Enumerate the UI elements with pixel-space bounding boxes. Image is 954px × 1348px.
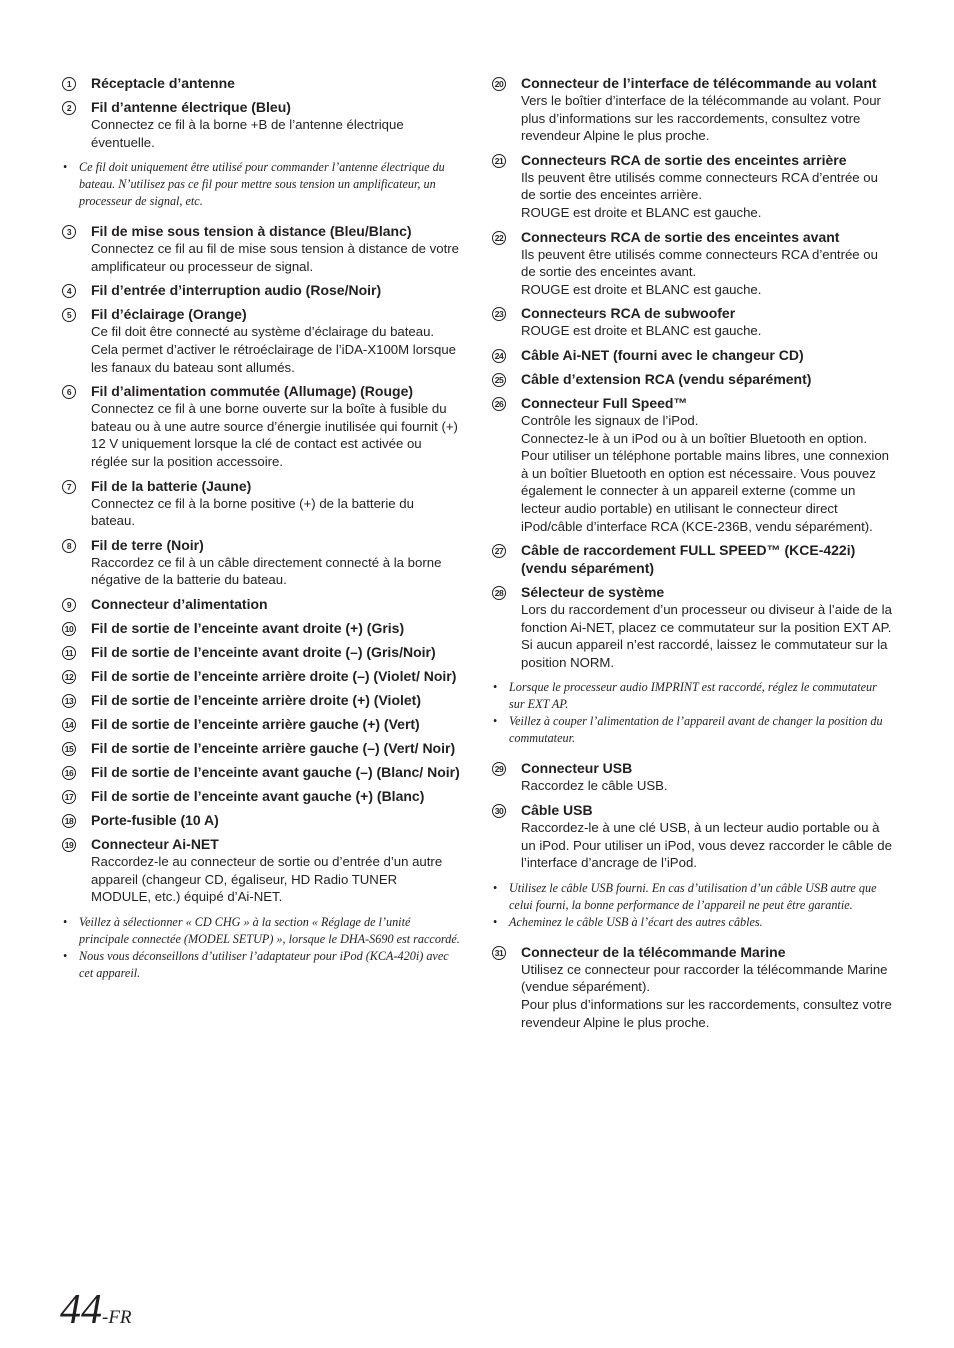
item-description-line: ROUGE est droite et BLANC est gauche.	[521, 204, 762, 220]
item-description	[521, 322, 892, 340]
item-title: Connecteur de la télécommande Marine	[521, 943, 786, 960]
item-title: Fil de sortie de l’enceinte arrière gauche (+) (Vert)	[91, 715, 420, 732]
item-number-badge: 5	[62, 308, 76, 322]
item-title: Connecteur d’alimentation	[91, 595, 268, 612]
item-description	[91, 323, 460, 376]
note-item	[492, 914, 892, 931]
item-number-badge: 29	[492, 762, 506, 776]
item-description	[91, 116, 460, 151]
list-item	[62, 763, 460, 781]
item-description	[91, 554, 460, 589]
item-title: Fil d’antenne électrique (Bleu)	[91, 99, 291, 115]
item-number-badge: 7	[62, 480, 76, 494]
list-item	[62, 281, 460, 299]
list-item	[62, 98, 460, 151]
list-item	[62, 667, 460, 685]
item-number-badge: 20	[492, 77, 506, 91]
left-column	[62, 74, 460, 994]
item-description-line: Connectez ce fil à une borne ouverte sur la boîte à fusible du bateau ou à une autre source d’énergie inutilisée qui fournit (+) 12 V uniquement lorsque la clé de contact est activée ou réglée sur la position accessoire.	[91, 401, 458, 469]
item-title: Connecteurs RCA de subwoofer	[521, 305, 736, 322]
item-description-line: Ils peuvent être utilisés comme connecteurs RCA d’entrée ou de sortie des enceintes arrière.	[521, 169, 878, 203]
item-description-line: Raccordez-le à une clé USB, à un lecteur audio portable ou à un iPod. Pour utiliser un iPod, vous devez raccorder le câble de l’interface d’ancrage de l’iPod.	[521, 820, 892, 871]
list-item	[62, 835, 460, 906]
item-number-badge: 8	[62, 539, 76, 553]
item-description-line: Contrôle les signaux de l’iPod.	[521, 412, 699, 428]
item-number-badge: 1	[62, 77, 76, 91]
item-description-line: Raccordez-le au connecteur de sortie ou d’entrée d’un autre appareil (changeur CD, égaliseur, HD Radio TUNER MODULE, etc.) équipé d’Ai-NET.	[91, 853, 443, 905]
list-item	[492, 801, 892, 872]
item-description	[91, 853, 460, 906]
item-number-badge: 17	[62, 790, 76, 804]
list-item	[492, 394, 892, 535]
bullet-icon: •	[493, 680, 498, 695]
left-items-group-2	[62, 222, 460, 906]
note-text: Veillez à sélectionner « CD CHG » à la section « Réglage de l’unité principale connectée (MODEL SETUP) », lorsque le DHA-S690 est raccordé.	[79, 914, 460, 946]
bullet-icon: •	[493, 714, 498, 729]
list-item	[62, 536, 460, 589]
note-text: Acheminez le câble USB à l’écart des autres câbles.	[509, 914, 763, 929]
item-description	[91, 240, 460, 275]
item-number-badge: 30	[492, 804, 506, 818]
list-item	[62, 74, 460, 92]
list-item	[62, 787, 460, 805]
item-title: Fil de sortie de l’enceinte avant droite (–) (Gris/Noir)	[91, 643, 436, 660]
item-description-line: Connectez ce fil à la borne +B de l’antenne électrique éventuelle.	[91, 117, 404, 150]
list-item	[62, 477, 460, 530]
item-description	[521, 412, 892, 535]
right-column	[492, 74, 892, 1037]
item-title: Connecteurs RCA de sortie des enceintes avant	[521, 228, 840, 245]
item-number-badge: 24	[492, 349, 506, 363]
right-items-group-2	[492, 759, 892, 871]
item-description	[521, 961, 892, 1031]
item-number-badge: 22	[492, 231, 506, 245]
item-title: Connecteur USB	[521, 760, 633, 777]
list-item	[62, 305, 460, 376]
left-notes-group-2	[62, 914, 460, 982]
item-number-badge: 16	[62, 766, 76, 780]
item-title: Connecteur de l’interface de télécommande au volant	[521, 75, 877, 91]
item-description	[521, 246, 892, 299]
item-description	[521, 819, 892, 872]
item-title: Câble de raccordement FULL SPEED™ (KCE-422i) (vendu séparément)	[521, 542, 856, 577]
item-title: Connecteur Full Speed™	[521, 394, 688, 411]
item-title: Fil de sortie de l’enceinte arrière droite (+) (Violet)	[91, 691, 421, 708]
item-title: Connecteurs RCA de sortie des enceintes arrière	[521, 151, 847, 168]
item-description-line: Ils peuvent être utilisés comme connecteurs RCA d’entrée ou de sortie des enceintes avant.	[521, 246, 878, 280]
item-number-badge: 31	[492, 946, 506, 960]
item-number-badge: 9	[62, 598, 76, 612]
item-number-badge: 12	[62, 670, 76, 684]
item-description	[521, 777, 892, 795]
item-title: Connecteur Ai-NET	[91, 835, 219, 852]
bullet-icon: •	[63, 948, 68, 963]
item-title: Fil d’alimentation commutée (Allumage) (Rouge)	[91, 383, 414, 400]
item-description-line: Vers le boîtier d’interface de la télécommande au volant. Pour plus d’informations sur les raccordements, consultez votre revendeur Alpine le plus proche.	[521, 93, 881, 144]
item-number-badge: 19	[62, 838, 76, 852]
list-item	[62, 222, 460, 275]
list-item	[62, 619, 460, 637]
item-number-badge: 11	[62, 646, 76, 660]
item-title: Sélecteur de système	[521, 584, 665, 601]
item-number-badge: 15	[62, 742, 76, 756]
item-number-badge: 3	[62, 225, 76, 239]
item-title: Câble Ai-NET (fourni avec le changeur CD)	[521, 346, 804, 363]
item-description-line: Pour plus d’informations sur les raccordements, consultez votre revendeur Alpine le plus proche.	[521, 997, 892, 1030]
item-number-badge: 4	[62, 284, 76, 298]
item-title: Fil de sortie de l’enceinte avant gauche (–) (Blanc/ Noir)	[91, 763, 460, 780]
list-item	[62, 715, 460, 733]
bullet-icon: •	[63, 160, 68, 175]
item-title: Fil de mise sous tension à distance (Bleu/Blanc)	[91, 223, 412, 240]
item-description-line: Raccordez le câble USB.	[521, 778, 668, 794]
page-number-suffix: -FR	[102, 1307, 132, 1328]
item-number-badge: 27	[492, 544, 506, 558]
item-title: Fil de sortie de l’enceinte arrière gauche (–) (Vert/ Noir)	[91, 739, 456, 756]
note-text: Utilisez le câble USB fourni. En cas d’utilisation d’un câble USB autre que celui fourni, la bonne performance de l’appareil ne peut être garantie.	[509, 880, 877, 912]
item-description-line: Connectez ce fil à la borne positive (+) de la batterie du bateau.	[91, 495, 414, 529]
item-title: Fil d’éclairage (Orange)	[91, 306, 247, 323]
bullet-icon: •	[63, 914, 68, 929]
list-item	[62, 382, 460, 470]
note-item	[62, 159, 460, 210]
item-description-line: ROUGE est droite et BLANC est gauche.	[521, 323, 762, 339]
item-description	[91, 400, 460, 470]
right-items-group-1	[492, 74, 892, 671]
list-item	[62, 691, 460, 709]
item-number-badge: 18	[62, 814, 76, 828]
item-number-badge: 21	[492, 154, 506, 168]
page-number-value: 44	[60, 1287, 102, 1333]
item-title: Fil de la batterie (Jaune)	[91, 477, 252, 494]
item-number-badge: 10	[62, 622, 76, 636]
list-item	[492, 759, 892, 795]
item-number-badge: 26	[492, 397, 506, 411]
note-item	[492, 713, 892, 747]
list-item	[492, 74, 892, 145]
list-item	[62, 643, 460, 661]
item-description-line: Lors du raccordement d’un processeur ou diviseur à l’aide de la fonction Ai-NET, placez ce commutateur sur la position EXT AP. Si aucun appareil n’est raccordé, laissez le commutateur sur la position NORM.	[521, 602, 892, 670]
note-text: Veillez à couper l’alimentation de l’appareil avant de changer la position du commutateur.	[509, 714, 883, 746]
item-title: Câble d’extension RCA (vendu séparément)	[521, 370, 812, 387]
right-notes-group-1	[492, 679, 892, 747]
note-text: Nous vous déconseillons d’utiliser l’adaptateur pour iPod (KCA-420i) avec cet appareil.	[79, 948, 449, 980]
item-title: Porte-fusible (10 A)	[91, 811, 219, 828]
note-text: Lorsque le processeur audio IMPRINT est raccordé, réglez le commutateur sur EXT AP.	[509, 680, 877, 712]
item-title: Fil de terre (Noir)	[91, 536, 204, 553]
bullet-icon: •	[493, 880, 498, 895]
item-description	[521, 601, 892, 671]
list-item	[492, 541, 892, 577]
note-item	[62, 948, 460, 982]
item-title: Fil d’entrée d’interruption audio (Rose/Noir)	[91, 282, 382, 299]
item-description	[521, 169, 892, 222]
item-title: Fil de sortie de l’enceinte avant gauche (+) (Blanc)	[91, 787, 425, 804]
item-description-line: Utilisez ce connecteur pour raccorder la télécommande Marine (vendue séparément).	[521, 961, 888, 995]
list-item	[492, 943, 892, 1031]
note-text: Ce fil doit uniquement être utilisé pour commander l’antenne électrique du bateau. N’utilisez pas ce fil pour mettre sous tension un amplificateur, un processeur de signal, etc.	[79, 160, 445, 209]
note-item	[492, 679, 892, 713]
note-item	[492, 880, 892, 914]
item-title: Fil de sortie de l’enceinte avant droite (+) (Gris)	[91, 619, 405, 636]
page-number	[60, 1288, 132, 1332]
item-description	[91, 495, 460, 530]
right-items-group-3	[492, 943, 892, 1031]
item-number-badge: 25	[492, 373, 506, 387]
item-title: Réceptacle d’antenne	[91, 75, 235, 91]
note-item	[62, 914, 460, 948]
item-number-badge: 2	[62, 101, 76, 115]
bullet-icon: •	[493, 914, 498, 929]
item-title: Fil de sortie de l’enceinte arrière droite (–) (Violet/ Noir)	[91, 667, 457, 684]
item-description-line: Raccordez ce fil à un câble directement connecté à la borne négative de la batterie du bateau.	[91, 554, 442, 588]
item-description-line: ROUGE est droite et BLANC est gauche.	[521, 281, 762, 297]
list-item	[492, 583, 892, 671]
list-item	[62, 739, 460, 757]
item-title: Câble USB	[521, 802, 593, 819]
item-description-line: Ce fil doit être connecté au système d’éclairage du bateau. Cela permet d’activer le rétroéclairage de l’iDA-X100M lorsque les fanaux du bateau sont allumés.	[91, 324, 457, 375]
list-item	[62, 811, 460, 829]
list-item	[492, 370, 892, 388]
item-description-line: Connectez-le à un iPod ou à un boîtier Bluetooth en option. Pour utiliser un téléphone portable mains libres, une connexion à un boîtier Bluetooth en option est nécessaire. Vous pouvez également le connecter à un appareil externe (comme un lecteur audio portable) en utilisant le connecteur direct iPod/câble d’interface RCA (KCE-236B, vendu séparément).	[521, 430, 890, 534]
list-item	[492, 151, 892, 222]
list-item	[492, 304, 892, 340]
left-items-group-1	[62, 74, 460, 151]
item-description-line: Connectez ce fil au fil de mise sous tension à distance de votre amplificateur ou processeur de signal.	[91, 241, 459, 274]
right-notes-group-2	[492, 880, 892, 931]
list-item	[492, 346, 892, 364]
item-number-badge: 23	[492, 307, 506, 321]
list-item	[492, 228, 892, 299]
item-number-badge: 14	[62, 718, 76, 732]
item-number-badge: 6	[62, 385, 76, 399]
item-number-badge: 13	[62, 694, 76, 708]
left-notes-group-1	[62, 159, 460, 210]
list-item	[62, 595, 460, 613]
item-description	[521, 92, 892, 145]
item-number-badge: 28	[492, 586, 506, 600]
